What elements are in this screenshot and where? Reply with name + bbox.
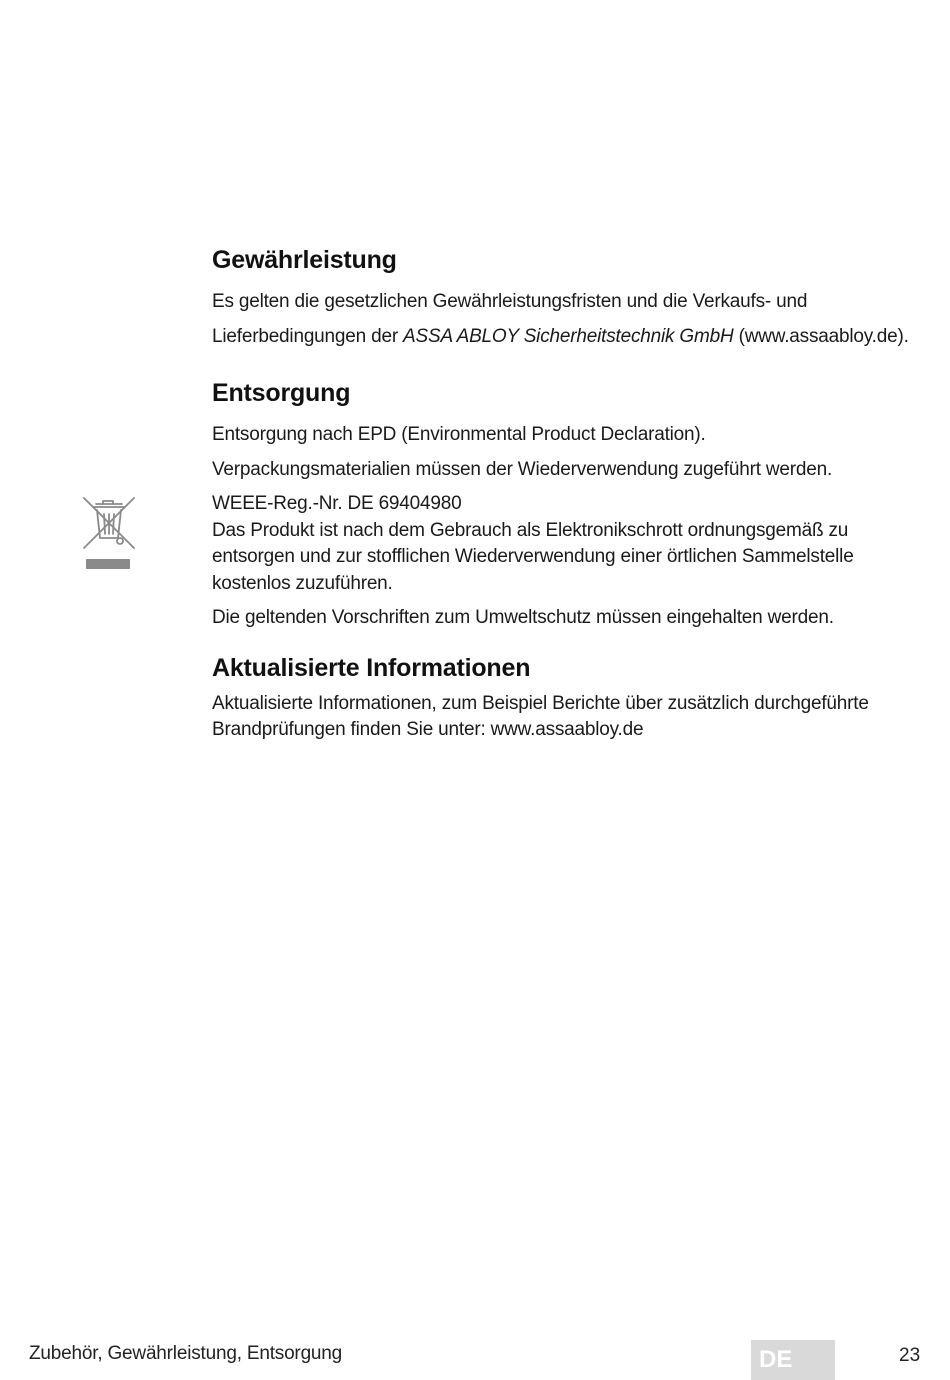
environment-regulations-text: Die geltenden Vorschriften zum Umweltschutz müssen eingehalten werden. (212, 607, 834, 628)
updates-section (212, 654, 932, 744)
language-badge: DE (751, 1340, 835, 1380)
disposal-epd-text: Entsorgung nach EPD (Environmental Product Declaration). (212, 424, 706, 445)
main-content (212, 246, 932, 744)
disposal-section (212, 379, 932, 632)
warranty-text-post: (www.assaabloy.de). (733, 325, 909, 347)
weee-registration: WEEE-Reg.-Nr. DE 69404980 (212, 493, 462, 514)
updates-heading: Aktualisierte Informationen (212, 653, 531, 682)
warranty-text-line2 (212, 324, 932, 351)
disposal-heading: Entsorgung (212, 379, 351, 407)
disposal-packaging-text: Verpackungsmaterialien müssen der Wiederverwendung zugeführt werden. (212, 458, 833, 480)
weee-bin-icon (82, 496, 136, 572)
warranty-heading: Gewährleistung (212, 246, 397, 274)
page-number: 23 (899, 1345, 921, 1366)
footer-section-title: Zubehör, Gewährleistung, Entsorgung (29, 1343, 343, 1364)
updates-text: Aktualisierte Informationen, zum Beispiel Berichte über zusätzlich durchgeführte Brandprüfungen finden Sie unter: www.assaabloy.de (212, 692, 869, 740)
warranty-section (212, 246, 932, 350)
warranty-text-line1: Es gelten die gesetzlichen Gewährleistungsfristen und die Verkaufs- und (212, 291, 808, 312)
warranty-text-pre: Lieferbedingungen der (212, 325, 404, 347)
company-name: ASSA ABLOY Sicherheitstechnik GmbH (403, 325, 734, 347)
weee-disposal-text: Das Produkt ist nach dem Gebrauch als Elektronikschrott ordnungsgemäß zu entsorgen und zur stofflichen Wiederverwendung einer örtlichen Sammelstelle kostenlos zuzuführen. (212, 519, 854, 594)
